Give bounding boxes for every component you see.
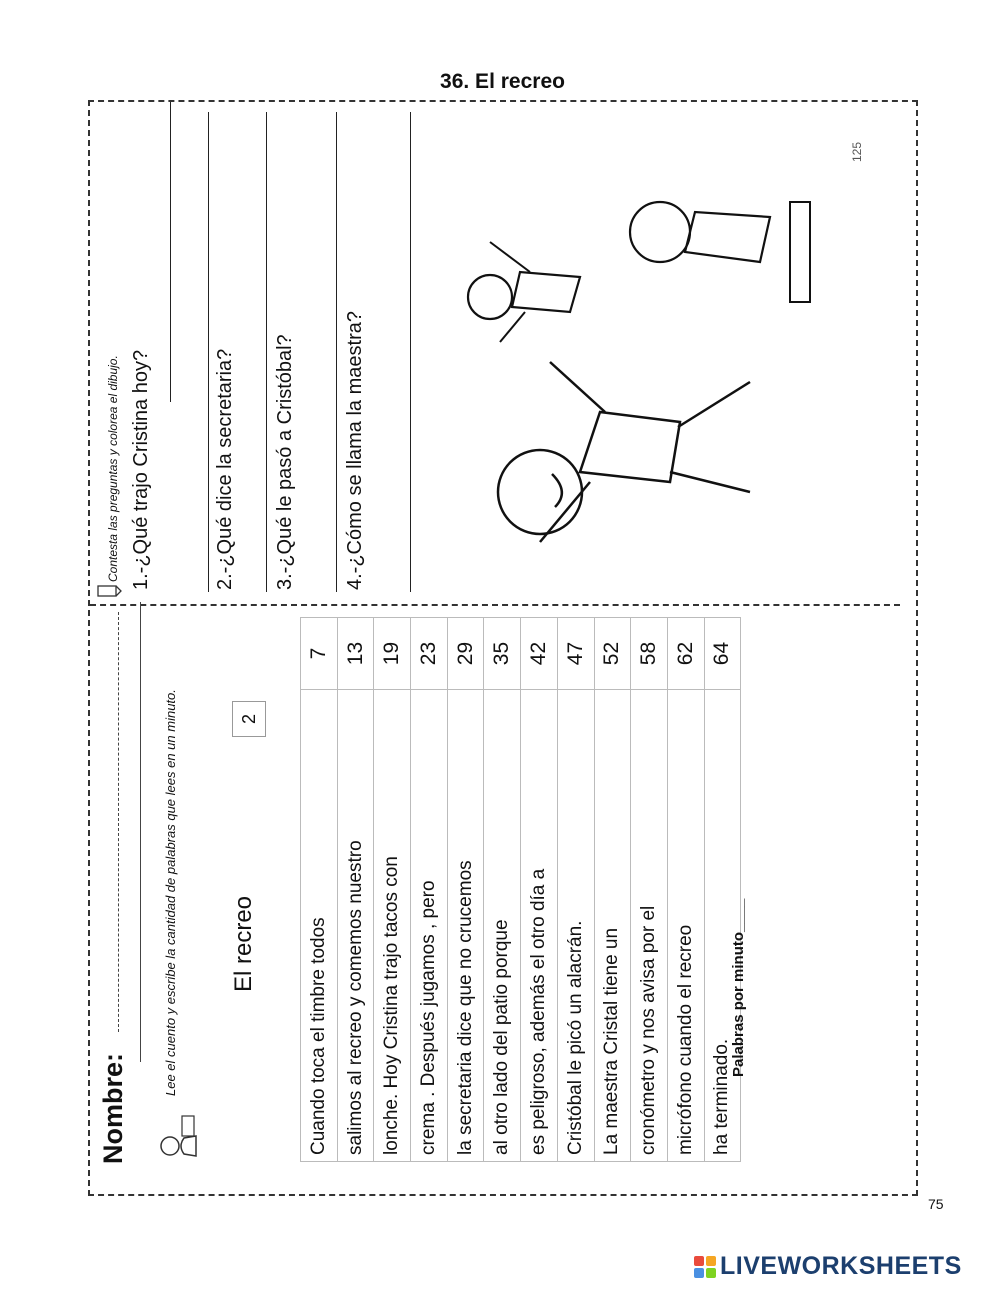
header-rule <box>140 602 141 1062</box>
questions-instruction: Contesta las preguntas y colorea el dibujo. <box>106 355 120 582</box>
cumulative-word-count: 52 <box>594 618 631 690</box>
story-line: ha terminado. <box>704 690 741 1162</box>
answer-line-1a <box>170 102 171 402</box>
answer-line-2 <box>266 112 267 592</box>
column-divider <box>90 604 900 606</box>
children-playing-drawing <box>430 192 830 562</box>
worksheet <box>88 100 918 1196</box>
answer-line-3 <box>336 112 337 592</box>
story-line: La maestra Cristal tiene un <box>594 690 631 1162</box>
table-row <box>557 618 594 1162</box>
cumulative-word-count: 64 <box>704 618 741 690</box>
cumulative-word-count: 23 <box>411 618 448 690</box>
answer-line-1b <box>208 112 209 592</box>
table-row <box>337 618 374 1162</box>
words-per-minute-label: Palabras por minuto____ <box>730 898 747 1077</box>
name-label: Nombre: <box>98 1052 128 1164</box>
pencil-icon <box>96 582 122 600</box>
page-number: 75 <box>928 1196 944 1212</box>
page-title: 36. El recreo <box>440 70 565 93</box>
table-row <box>447 618 484 1162</box>
table-row <box>411 618 448 1162</box>
reading-instructions-text: Lee el cuento y escribe la cantidad de palabras que lees en un minuto. <box>163 689 178 1096</box>
reading-instructions <box>160 620 182 1160</box>
cumulative-word-count: 47 <box>557 618 594 690</box>
question-3: 3.-¿Qué le pasó a Cristóbal? <box>274 334 296 590</box>
table-row <box>484 618 521 1162</box>
story-table <box>300 617 741 1162</box>
inner-page-number: 125 <box>850 141 864 162</box>
cumulative-word-count: 13 <box>337 618 374 690</box>
table-row <box>667 618 704 1162</box>
table-row <box>301 618 338 1162</box>
story-line: micrófono cuando el recreo <box>667 690 704 1162</box>
story-line: cronómetro y nos avisa por el <box>631 690 668 1162</box>
table-row <box>704 618 741 1162</box>
answer-line-4 <box>410 112 411 592</box>
table-row <box>594 618 631 1162</box>
brand-text: LIVEWORKSHEETS <box>720 1252 962 1280</box>
cumulative-word-count: 62 <box>667 618 704 690</box>
name-line <box>118 612 119 1032</box>
story-line: Cristóbal le picó un alacrán. <box>557 690 594 1162</box>
story-line: lonche. Hoy Cristina trajo tacos con <box>374 690 411 1162</box>
title-word-count: 2 <box>232 701 266 737</box>
story-title: El recreo <box>230 895 257 992</box>
question-1: 1.-¿Qué trajo Cristina hoy? <box>130 349 152 590</box>
cumulative-word-count: 19 <box>374 618 411 690</box>
worksheet-content <box>90 102 900 1182</box>
brand-logo[interactable] <box>694 1252 962 1281</box>
table-row <box>374 618 411 1162</box>
cumulative-word-count: 42 <box>521 618 558 690</box>
question-4: 4.-¿Cómo se llama la maestra? <box>344 311 366 590</box>
story-line: Cuando toca el timbre todos <box>301 690 338 1162</box>
story-line: crema . Después jugamos , pero <box>411 690 448 1162</box>
story-line: la secretaria dice que no crucemos <box>447 690 484 1162</box>
table-row <box>521 618 558 1162</box>
story-line: al otro lado del patio porque <box>484 690 521 1162</box>
cumulative-word-count: 7 <box>301 618 338 690</box>
question-2: 2.-¿Qué dice la secretaria? <box>214 348 236 590</box>
liveworksheets-icon <box>694 1256 716 1278</box>
cumulative-word-count: 35 <box>484 618 521 690</box>
cumulative-word-count: 58 <box>631 618 668 690</box>
story-line: salimos al recreo y comemos nuestro <box>337 690 374 1162</box>
cumulative-word-count: 29 <box>447 618 484 690</box>
table-row <box>631 618 668 1162</box>
story-line: es peligroso, además el otro día a <box>521 690 558 1162</box>
